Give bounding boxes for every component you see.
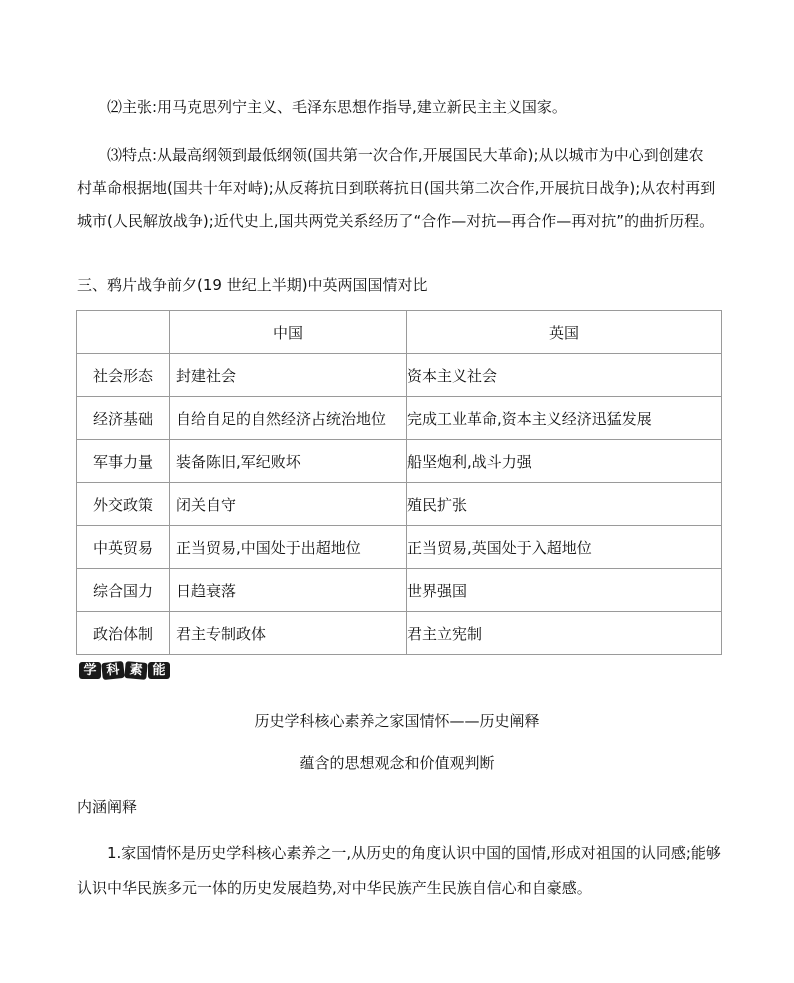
table-row	[77, 354, 722, 397]
connotation-paragraph: 1.家国情怀是历史学科核心素养之一,从历史的角度认识中国的国情,形成对祖国的认同感;能够认识中华民族多元一体的历史发展趋势,对中华民族产生民族自信心和自豪感。	[77, 844, 721, 897]
paragraph-features: ⑶特点:从最高纲领到最低纲领(国共第一次合作,开展国民大革命);从以城市为中心到创建农村革命根据地(国共十年对峙);从反蒋抗日到联蒋抗日(国共第二次合作,开展抗日战争);从农村再到城市(人民解放战争);近代史上,国共两党关系经历了“合作—对抗—再合作—再对抗”的曲折历程。	[77, 146, 716, 230]
china-cell: 封建社会	[170, 354, 407, 397]
literacy-subtitle: 蕴含的思想观念和价值观判断	[299, 754, 495, 772]
section-heading: 三、鸦片战争前夕(19 世纪上半期)中英两国国情对比	[77, 276, 428, 294]
table-header-cell: 中国	[170, 311, 407, 354]
comparison-table	[76, 310, 722, 655]
china-cell: 闭关自守	[170, 483, 407, 526]
table-header-cell: 英国	[407, 311, 722, 354]
table-row	[77, 612, 722, 655]
china-cell: 君主专制政体	[170, 612, 407, 655]
literacy-title: 历史学科核心素养之家国情怀——历史阐释	[254, 712, 540, 730]
row-label: 外交政策	[77, 483, 170, 526]
britain-cell: 正当贸易,英国处于入超地位	[407, 526, 722, 569]
paragraph-claim: ⑵主张:用马克思列宁主义、毛泽东思想作指导,建立新民主主义国家。	[107, 98, 567, 116]
subject-literacy-badge	[79, 662, 170, 680]
badge-char: 能	[148, 662, 170, 679]
britain-cell: 世界强国	[407, 569, 722, 612]
china-cell: 自给自足的自然经济占统治地位	[170, 397, 407, 440]
table-row	[77, 483, 722, 526]
row-label: 军事力量	[77, 440, 170, 483]
row-label: 政治体制	[77, 612, 170, 655]
row-label: 中英贸易	[77, 526, 170, 569]
china-cell: 装备陈旧,军纪败坏	[170, 440, 407, 483]
china-cell: 日趋衰落	[170, 569, 407, 612]
row-label: 综合国力	[77, 569, 170, 612]
row-label: 社会形态	[77, 354, 170, 397]
table-header-row	[77, 311, 722, 354]
britain-cell: 殖民扩张	[407, 483, 722, 526]
table-row	[77, 397, 722, 440]
badge-char: 素	[124, 661, 147, 680]
connotation-heading: 内涵阐释	[77, 798, 138, 816]
britain-cell: 资本主义社会	[407, 354, 722, 397]
badge-char: 科	[101, 661, 125, 680]
table-row	[77, 526, 722, 569]
table-header-cell	[77, 311, 170, 354]
row-label: 经济基础	[77, 397, 170, 440]
britain-cell: 完成工业革命,资本主义经济迅猛发展	[407, 397, 722, 440]
china-cell: 正当贸易,中国处于出超地位	[170, 526, 407, 569]
britain-cell: 君主立宪制	[407, 612, 722, 655]
table-row	[77, 440, 722, 483]
britain-cell: 船坚炮利,战斗力强	[407, 440, 722, 483]
table-row	[77, 569, 722, 612]
badge-char: 学	[79, 662, 101, 679]
